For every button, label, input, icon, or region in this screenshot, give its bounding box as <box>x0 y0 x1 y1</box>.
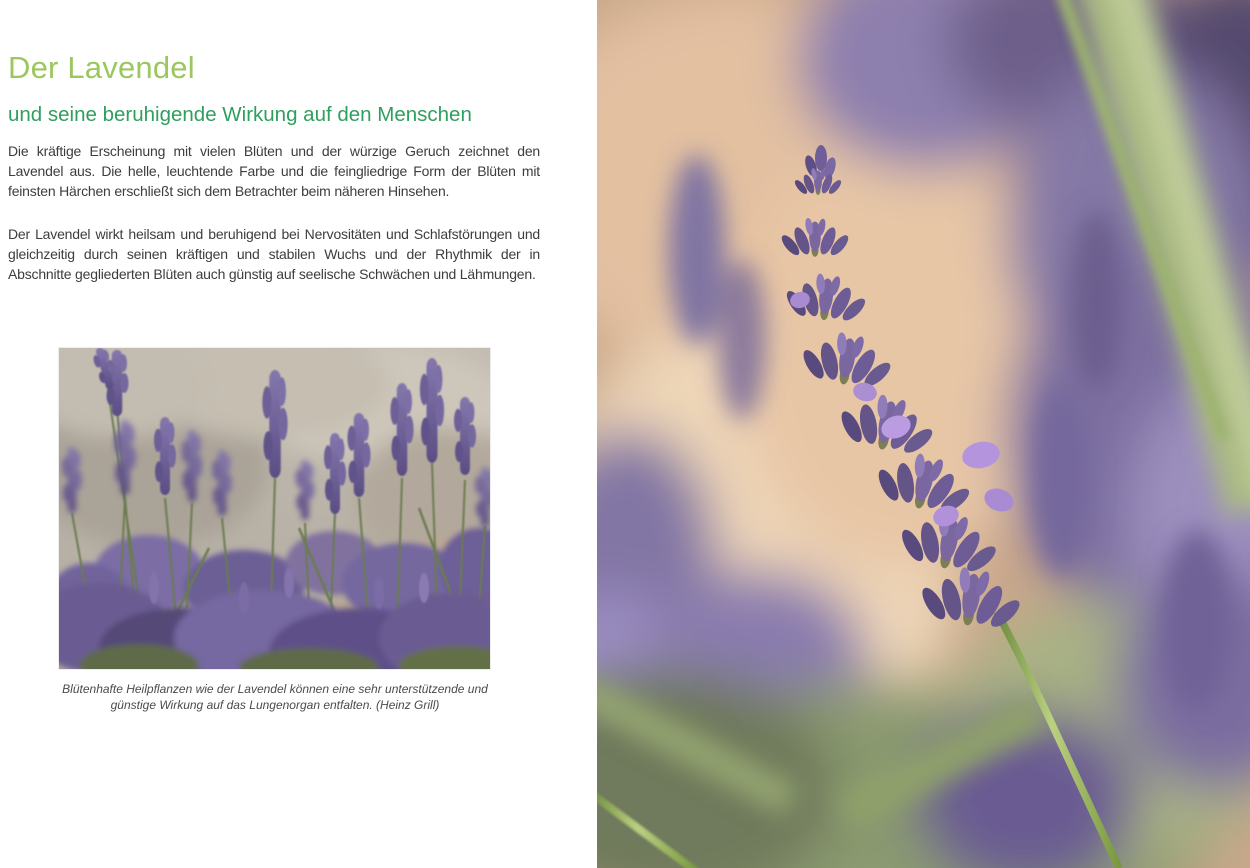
left-page <box>0 0 597 868</box>
lavender-field-photo <box>59 348 490 669</box>
photo-caption: Blütenhafte Heilpflanzen wie der Lavendel können eine sehr unterstützende und günstige Wirkung auf das Lungenorgan entfalten. (Heinz Grill) <box>62 682 488 712</box>
right-photo-page <box>597 0 1250 868</box>
page-subtitle: und seine beruhigende Wirkung auf den Menschen <box>8 103 472 126</box>
lavender-closeup-photo <box>597 0 1250 868</box>
page-title: Der Lavendel <box>8 50 195 85</box>
paragraph-2: Der Lavendel wirkt heilsam und beruhigend bei Nervositäten und Schlafstörungen und gleichzeitig durch seinen kräftigen und stabilen Wuchs und der Rhythmik der in Abschnitte gegliederten Blüten auch günstig auf seelische Schwächen und Lähmungen. <box>8 226 540 282</box>
paragraph-1: Die kräftige Erscheinung mit vielen Blüten und der würzige Geruch zeichnet den Lavendel aus. Die helle, leuchtende Farbe und die feingliedrige Form der Blüten mit feinsten Härchen erschließt sich dem Betrachter beim näheren Hinsehen. <box>8 143 540 199</box>
